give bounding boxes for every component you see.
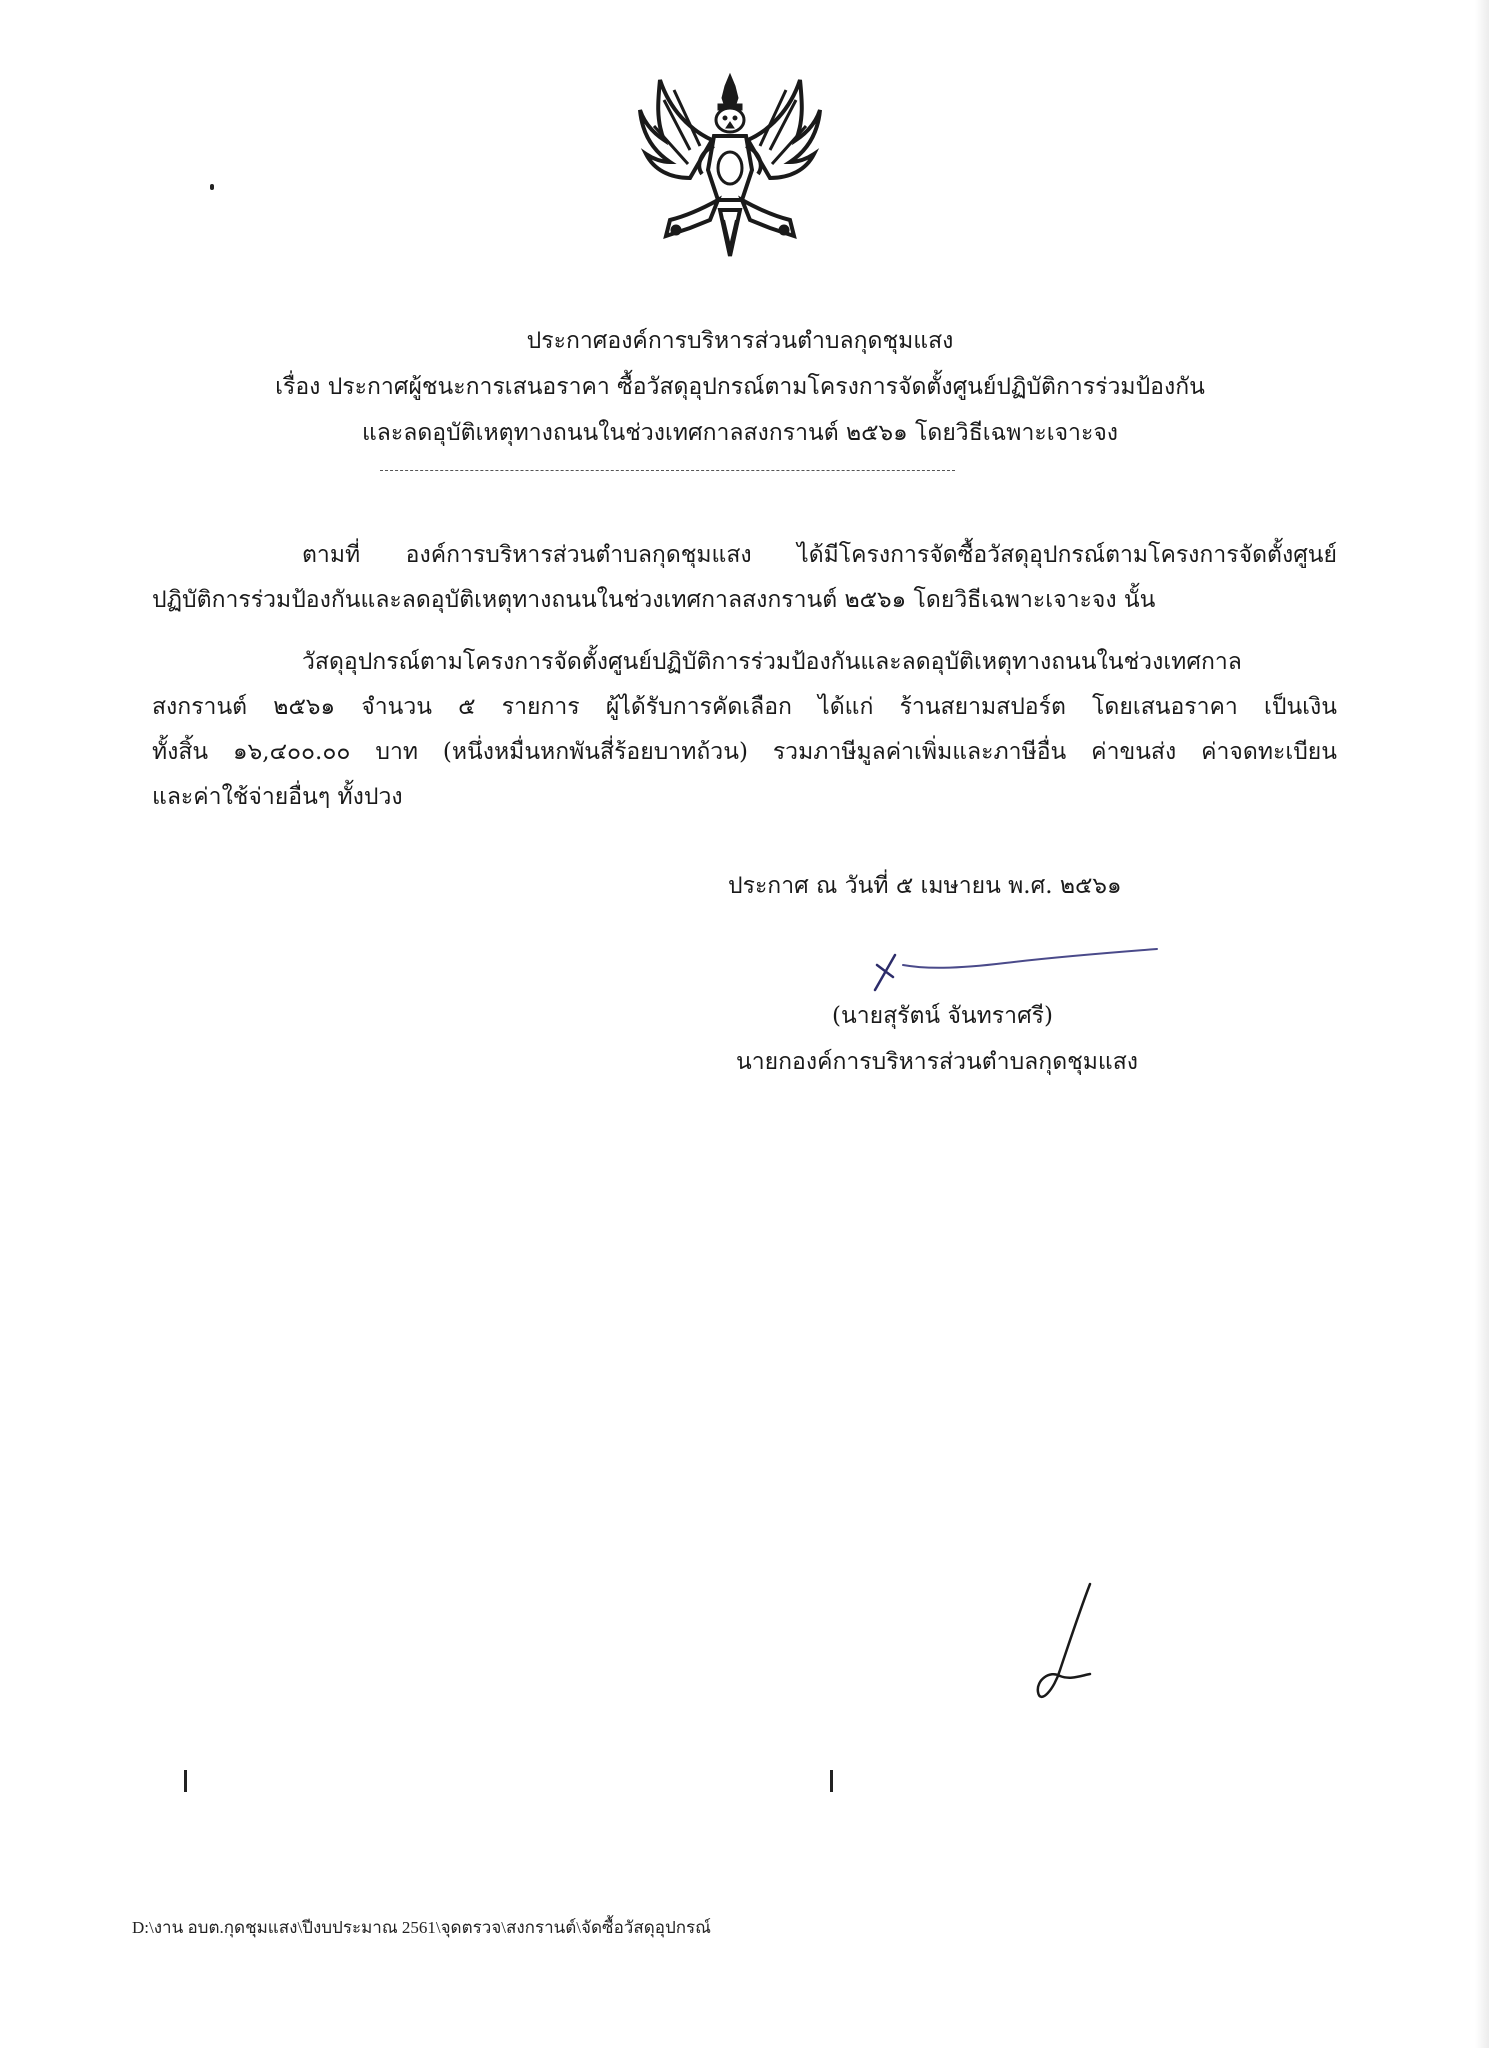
scan-speck <box>210 184 214 190</box>
announcement-title <box>150 318 1330 456</box>
announcement-date: ประกาศ ณ วันที่ ๕ เมษายน พ.ศ. ๒๕๖๑ <box>728 873 1122 899</box>
signer-name: (นายสุรัตน์ จันทราศรี) <box>832 1003 1054 1029</box>
title-line-3: และลดอุบัติเหตุทางถนนในช่วงเทศกาลสงกรานต์ ๒๕๖๑ โดยวิธีเฉพาะเจาะจง <box>361 420 1119 446</box>
signer-title: นายกองค์การบริหารส่วนตำบลกุดชุมแสง <box>736 1049 1138 1075</box>
paragraph-1-line-1: ตามที่ องค์การบริหารส่วนตำบลกุดชุมแสง ได้มีโครงการจัดซื้อวัสดุอุปกรณ์ตามโครงการจัดตั้งศูนย์ <box>302 542 1337 568</box>
paragraph-1 <box>152 533 1337 623</box>
paragraph-1-line-2: ปฏิบัติการร่วมป้องกันและลดอุบัติเหตุทางถนนในช่วงเทศกาลสงกรานต์ ๒๕๖๑ โดยวิธีเฉพาะเจาะจง นั้น <box>152 587 1156 613</box>
paragraph-2-line-4: และค่าใช้จ่ายอื่นๆ ทั้งปวง <box>152 784 403 810</box>
paragraph-2-line-3: ทั้งสิ้น ๑๖,๔๐๐.๐๐ บาท (หนึ่งหมื่นหกพันสี่ร้อยบาทถ้วน) รวมภาษีมูลค่าเพิ่มและภาษีอื่น ค่าขนส่ง ค่าจดทะเบียน <box>152 739 1337 765</box>
paragraph-2-line-2: สงกรานต์ ๒๕๖๑ จำนวน ๕ รายการ ผู้ได้รับการคัดเลือก ได้แก่ ร้านสยามสปอร์ต โดยเสนอราคา เป็นเงิน <box>152 694 1337 720</box>
punch-mark-left <box>184 1770 187 1792</box>
scan-edge-shadow <box>1475 0 1489 2048</box>
paragraph-2-line-1: วัสดุอุปกรณ์ตามโครงการจัดตั้งศูนย์ปฏิบัติการร่วมป้องกันและลดอุบัติเหตุทางถนนในช่วงเทศกาล <box>302 649 1242 675</box>
file-path-footer: D:\งาน อบต.กุดชุมแสง\ปีงบประมาณ 2561\จุดตรวจ\สงกรานต์\จัดซื้อวัสดุอุปกรณ์ <box>132 1918 711 1937</box>
title-separator <box>380 470 955 471</box>
title-line-2: เรื่อง ประกาศผู้ชนะการเสนอราคา ซื้อวัสดุอุปกรณ์ตามโครงการจัดตั้งศูนย์ปฏิบัติการร่วมป้องกัน <box>275 374 1205 400</box>
punch-mark-right <box>830 1770 833 1792</box>
title-line-1: ประกาศองค์การบริหารส่วนตำบลกุดชุมแสง <box>526 328 954 354</box>
handwritten-initial <box>1030 1580 1100 1710</box>
garuda-emblem-icon <box>630 70 830 260</box>
paragraph-2 <box>152 640 1337 820</box>
